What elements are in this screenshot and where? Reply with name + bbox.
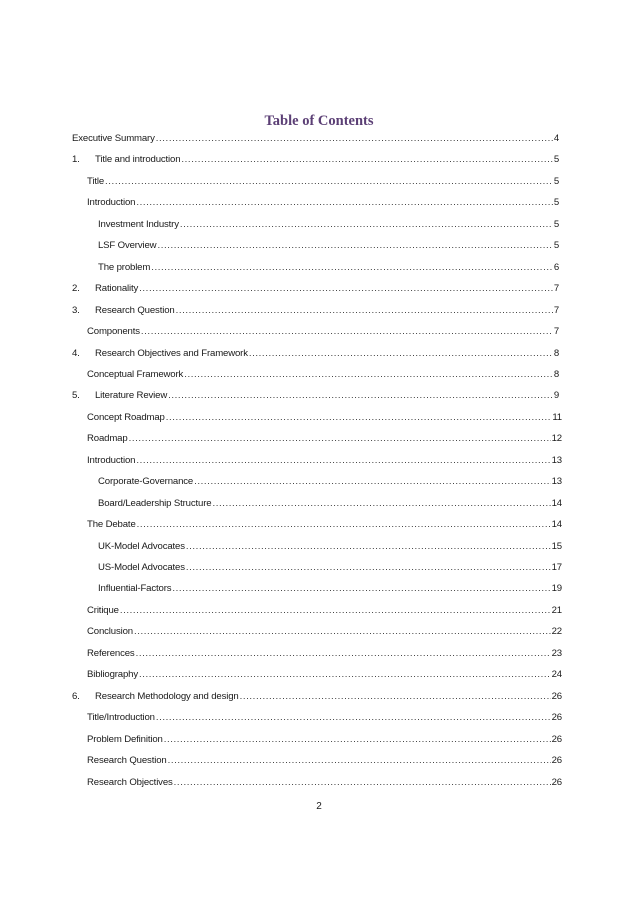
toc-entry-title: The problem <box>98 261 151 273</box>
toc-entry-page: 12 <box>551 433 562 445</box>
toc-dot-leader <box>129 431 551 447</box>
page-number: 2 <box>316 801 322 812</box>
toc-entry-page: 7 <box>553 283 559 295</box>
toc-entry-title: Title/Introduction <box>87 712 155 724</box>
toc-entry-page: 21 <box>551 604 562 616</box>
toc-entry-page: 26 <box>551 712 562 724</box>
toc-dot-leader <box>141 324 553 340</box>
toc-dot-leader <box>194 474 551 490</box>
toc-dot-leader <box>180 217 553 233</box>
toc-dot-leader <box>139 667 551 683</box>
toc-dot-leader <box>166 410 552 426</box>
toc-dot-leader <box>186 539 551 555</box>
toc-entry-title: Introduction <box>87 197 136 209</box>
toc-dot-leader <box>172 581 550 597</box>
toc-dot-leader <box>139 281 553 297</box>
toc-entry-page: 5 <box>553 197 559 209</box>
toc-entry-page: 9 <box>553 390 559 402</box>
toc-entry[interactable] <box>87 453 562 469</box>
toc-dot-leader <box>157 238 552 254</box>
toc-entry[interactable] <box>98 539 562 555</box>
toc-entry-title: Research Methodology and design <box>95 690 239 702</box>
toc-entry-page: 14 <box>551 497 562 509</box>
toc-entry[interactable] <box>87 174 559 190</box>
toc-entry[interactable] <box>87 775 562 791</box>
toc-entry-page: 5 <box>553 218 559 230</box>
toc-entry-title: LSF Overview <box>98 240 157 252</box>
toc-entry[interactable] <box>98 217 559 233</box>
toc-entry[interactable] <box>98 496 562 512</box>
toc-entry[interactable] <box>98 260 559 276</box>
toc-entry[interactable] <box>87 431 562 447</box>
toc-dot-leader <box>240 689 551 705</box>
toc-entry-title: Concept Roadmap <box>87 411 165 423</box>
toc-dot-leader <box>181 152 552 168</box>
toc-entry-title: Rationality <box>95 283 139 295</box>
toc-entry-title: Roadmap <box>87 433 128 445</box>
toc-entry-number: 4. <box>72 347 80 359</box>
toc-entry-number: 1. <box>72 154 80 166</box>
toc-dot-leader <box>105 174 553 190</box>
toc-dot-leader <box>174 775 551 791</box>
toc-entry-page: 22 <box>551 626 562 638</box>
toc-entry-page: 26 <box>551 690 562 702</box>
toc-entry-title: Investment Industry <box>98 218 179 230</box>
toc-dot-leader <box>168 753 551 769</box>
toc-entry-title: Influential-Factors <box>98 583 172 595</box>
toc-entry-number: 2. <box>72 283 80 295</box>
toc-dot-leader <box>137 517 551 533</box>
toc-entry[interactable] <box>87 367 559 383</box>
toc-entry-title: Critique <box>87 604 119 616</box>
toc-entry-page: 8 <box>553 347 559 359</box>
toc-entry-title: US-Model Advocates <box>98 562 185 573</box>
toc-entry[interactable] <box>87 732 562 748</box>
toc-dot-leader <box>151 260 553 276</box>
toc-entry-page: 23 <box>551 647 562 659</box>
toc-entry-page: 5 <box>553 154 559 166</box>
toc-entry[interactable] <box>72 346 559 362</box>
toc-entry-title: Research Objectives and Framework <box>95 347 248 359</box>
toc-entry[interactable] <box>98 581 562 597</box>
toc-entry-title: Components <box>87 326 140 338</box>
toc-entry-page: 19 <box>551 583 562 595</box>
toc-dot-leader <box>164 732 551 748</box>
toc-dot-leader <box>136 646 551 662</box>
toc-entry-title: Conclusion <box>87 626 133 638</box>
toc-entry-page: 11 <box>552 411 562 423</box>
toc-entry-number: 5. <box>72 390 80 402</box>
toc-entry[interactable] <box>87 517 562 533</box>
toc-entry-title: The Debate <box>87 519 136 531</box>
toc-entry-page: 6 <box>553 261 559 273</box>
toc-entry[interactable] <box>87 603 562 619</box>
toc-entry[interactable] <box>87 624 562 640</box>
toc-dot-leader <box>186 560 551 576</box>
toc-entry-page: 5 <box>553 240 559 252</box>
toc-entry-title: Corporate-Governance <box>98 476 194 488</box>
toc-entry-title: Research Objectives <box>87 776 173 788</box>
toc-entry[interactable] <box>72 689 562 705</box>
toc-entry-page: 13 <box>551 476 562 488</box>
toc-entry-page: 26 <box>551 776 562 788</box>
toc-entry-title: Board/Leadership Structure <box>98 497 212 509</box>
toc-entry[interactable] <box>87 410 562 426</box>
toc-entry-title: Title <box>87 175 105 187</box>
toc-dot-leader <box>136 195 552 211</box>
toc-entry[interactable] <box>87 195 559 211</box>
toc-dot-leader <box>120 603 551 619</box>
toc-entry-page: 7 <box>553 326 559 338</box>
toc-entry-title: References <box>87 647 135 659</box>
toc-entry-title: Bibliography <box>87 669 138 681</box>
toc-entry-page: 13 <box>551 454 562 466</box>
toc-entry[interactable] <box>87 710 562 726</box>
toc-dot-leader <box>184 367 553 383</box>
toc-entry-title: Research Question <box>87 755 167 767</box>
toc-entry-number: 3. <box>72 304 80 316</box>
toc-dot-leader <box>249 346 553 362</box>
toc-entry[interactable] <box>87 646 562 662</box>
toc-entry[interactable] <box>72 388 559 404</box>
toc-entry[interactable] <box>87 753 562 769</box>
toc-entry-page: 5 <box>553 175 559 187</box>
toc-entry[interactable] <box>72 152 559 168</box>
toc-title: Table of Contents <box>264 113 374 129</box>
toc-dot-leader <box>168 388 553 404</box>
toc-entry[interactable] <box>72 281 559 297</box>
toc-entry-page: 14 <box>551 519 562 531</box>
toc-entry-page: 26 <box>551 755 562 767</box>
toc-dot-leader <box>136 453 550 469</box>
toc-entry[interactable] <box>98 474 562 490</box>
toc-dot-leader <box>134 624 551 640</box>
toc-dot-leader <box>212 496 550 512</box>
toc-entry[interactable] <box>72 303 559 319</box>
toc-entry-page: 24 <box>551 669 562 681</box>
toc-entry-page: 26 <box>551 733 562 745</box>
toc-entry-title: Literature Review <box>95 390 168 402</box>
toc-entry-page: 15 <box>551 540 562 552</box>
toc-entry[interactable] <box>72 131 559 147</box>
toc-dot-leader <box>156 131 553 147</box>
toc-entry[interactable] <box>98 560 562 576</box>
toc-entry[interactable] <box>87 324 559 340</box>
toc-entry-page: 8 <box>553 368 559 380</box>
toc-entry[interactable] <box>87 667 562 683</box>
toc-entry-title: Introduction <box>87 454 136 466</box>
toc-entry-page: 7 <box>553 304 559 316</box>
toc-entry-page: 4 <box>553 133 559 144</box>
toc-entry-title: Executive Summary <box>72 133 155 144</box>
toc-entry-title: UK-Model Advocates <box>98 540 185 552</box>
toc-entry[interactable] <box>98 238 559 254</box>
toc-entry-page: 17 <box>551 562 562 573</box>
toc-entry-title: Conceptual Framework <box>87 368 184 380</box>
toc-dot-leader <box>176 303 553 319</box>
toc-entry-title: Title and introduction <box>95 154 181 166</box>
toc-dot-leader <box>156 710 551 726</box>
toc-entry-number: 6. <box>72 690 80 702</box>
toc-entry-title: Problem Definition <box>87 733 163 745</box>
toc-entry-title: Research Question <box>95 304 175 316</box>
